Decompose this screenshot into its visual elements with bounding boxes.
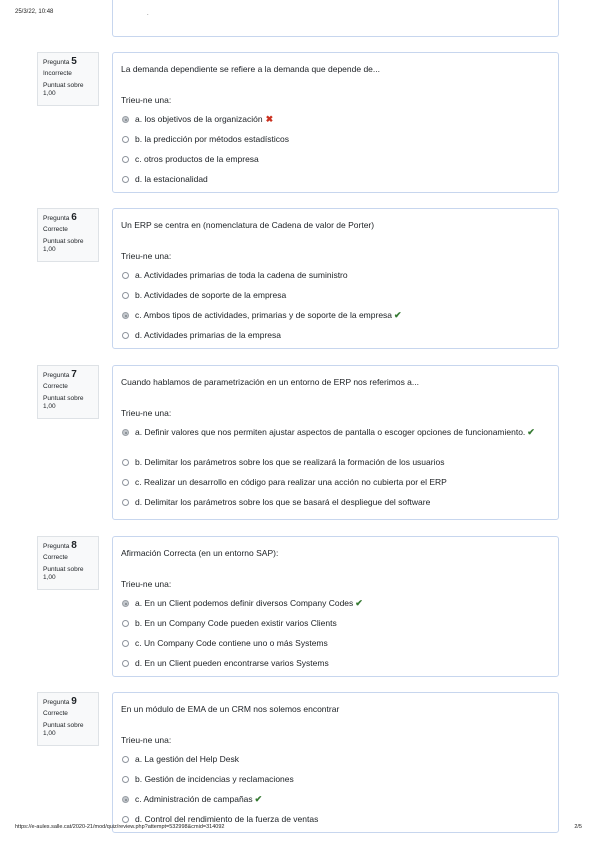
question-number: 9 — [71, 696, 77, 707]
answer-label: d. Delimitar los parámetros sobre los que se basará el despliegue del software — [135, 497, 431, 507]
question-6 — [37, 208, 559, 349]
answer-label-wrap — [135, 153, 540, 166]
answer-label: a. Actividades primarias de toda la cadena de suministro — [135, 270, 348, 280]
answer-label-wrap — [135, 496, 540, 509]
question-9 — [37, 692, 559, 833]
answer-radio[interactable] — [122, 332, 129, 339]
answer-label: c. Ambos tipos de actividades, primarias y de soporte de la empresa — [135, 310, 393, 320]
question-label: Pregunta — [43, 699, 70, 706]
answer-label-wrap — [135, 309, 540, 322]
question-info — [37, 536, 99, 590]
answer-label: d. la estacionalidad — [135, 174, 208, 184]
answer-label-wrap — [135, 329, 540, 342]
answer-radio[interactable] — [122, 156, 129, 163]
question-label: Pregunta — [43, 59, 70, 66]
answer-radio[interactable] — [122, 499, 129, 506]
answer-prompt: Trieu-ne una: — [121, 408, 172, 418]
answer-radio[interactable] — [122, 312, 129, 319]
answer-radio[interactable] — [122, 459, 129, 466]
question-text: Un ERP se centra en (nomenclatura de Cadena de valor de Porter) — [121, 220, 375, 230]
answer-label-wrap — [135, 476, 540, 489]
question-grade: Puntuat sobre 1,00 — [43, 82, 84, 97]
answer-label: c. Un Company Code contiene uno o más Systems — [135, 638, 328, 648]
question-text: Cuando hablamos de parametrización en un entorno de ERP nos referimos a... — [121, 377, 419, 387]
answer-label: d. Control del rendimiento de la fuerza de ventas — [135, 814, 319, 824]
question-content — [112, 365, 559, 520]
question-number: 7 — [71, 369, 77, 380]
print-page-number: 2/5 — [574, 824, 582, 830]
question-text: Afirmación Correcta (en un entorno SAP): — [121, 548, 279, 558]
answer-prompt: Trieu-ne una: — [121, 251, 172, 261]
answer-label-wrap — [135, 269, 540, 282]
answer-label-wrap — [135, 456, 540, 469]
check-icon: ✔ — [394, 310, 402, 320]
answer-label-wrap — [135, 289, 540, 302]
question-label: Pregunta — [43, 543, 70, 550]
answer-label: d. Actividades primarias de la empresa — [135, 330, 281, 340]
answer-label: a. los objetivos de la organización — [135, 114, 263, 124]
print-date: 25/3/22, 10:48 — [15, 9, 54, 15]
question-info — [37, 52, 99, 106]
answer-label-wrap — [135, 773, 540, 786]
question-text: La demanda dependiente se refiere a la demanda que depende de... — [121, 64, 380, 74]
answer-label: b. Delimitar los parámetros sobre los que se realizará la formación de los usuarios — [135, 457, 445, 467]
answer-radio[interactable] — [122, 776, 129, 783]
answer-radio[interactable] — [122, 600, 129, 607]
answer-label: b. Gestión de incidencias y reclamaciones — [135, 774, 294, 784]
question-state: Correcte — [43, 554, 68, 561]
answer-prompt: Trieu-ne una: — [121, 95, 172, 105]
answer-label: c. Administración de campañas — [135, 794, 253, 804]
check-icon: ✔ — [527, 427, 535, 437]
check-icon: ✔ — [355, 598, 363, 608]
question-number: 5 — [71, 56, 77, 67]
question-8 — [37, 536, 559, 677]
question-state: Incorrecte — [43, 70, 72, 77]
question-label: Pregunta — [43, 372, 70, 379]
question-grade: Puntuat sobre 1,00 — [43, 395, 84, 410]
answer-prompt: Trieu-ne una: — [121, 735, 172, 745]
answer-label-wrap — [135, 637, 540, 650]
question-number: 8 — [71, 540, 77, 551]
question-info — [37, 365, 99, 419]
answer-label-wrap — [135, 617, 540, 630]
check-icon: ✔ — [254, 794, 263, 804]
answer-radio[interactable] — [122, 272, 129, 279]
answer-label: b. Actividades de soporte de la empresa — [135, 290, 287, 300]
answer-radio[interactable] — [122, 620, 129, 627]
answer-label: c. Realizar un desarrollo en código para realizar una acción no cubierta por el ERP — [135, 477, 447, 487]
question-state: Correcte — [43, 383, 68, 390]
question-content — [112, 52, 559, 193]
question-grade: Puntuat sobre 1,00 — [43, 722, 84, 737]
answer-radio[interactable] — [122, 756, 129, 763]
question-content — [112, 536, 559, 677]
answer-label: c. otros productos de la empresa — [135, 154, 259, 164]
answer-label: a. La gestión del Help Desk — [135, 754, 239, 764]
question-text: En un módulo de EMA de un CRM nos solemos encontrar — [121, 704, 340, 714]
question-content — [112, 208, 559, 349]
answer-radio[interactable] — [122, 292, 129, 299]
print-url: https://e-aules.salle.cat/2020-21/mod/quiz/review.php?attempt=532998&cmid=314092 — [15, 824, 225, 830]
answer-label-wrap — [135, 793, 540, 806]
question-7 — [37, 365, 559, 520]
answer-radio[interactable] — [122, 816, 129, 823]
question-state: Correcte — [43, 710, 68, 717]
previous-question-text: . — [147, 11, 149, 17]
answer-label: a. En un Client podemos definir diversos Company Codes — [135, 598, 354, 608]
question-info — [37, 692, 99, 746]
answer-label-wrap — [135, 426, 540, 439]
answer-label-wrap — [135, 657, 540, 670]
print-footer — [0, 824, 600, 836]
answer-radio[interactable] — [122, 640, 129, 647]
answer-radio[interactable] — [122, 116, 129, 123]
answer-prompt: Trieu-ne una: — [121, 579, 172, 589]
answer-radio[interactable] — [122, 176, 129, 183]
answer-label: d. En un Client pueden encontrarse varios Systems — [135, 658, 329, 668]
answer-radio[interactable] — [122, 479, 129, 486]
previous-question-tail — [112, 0, 559, 37]
answer-label: b. En un Company Code pueden existir varios Clients — [135, 618, 337, 628]
question-state: Correcte — [43, 226, 68, 233]
question-grade: Puntuat sobre 1,00 — [43, 238, 84, 253]
question-5 — [37, 52, 559, 193]
cross-icon: ✖ — [265, 114, 274, 124]
answer-label: b. la predicción por métodos estadísticos — [135, 134, 290, 144]
answer-label-wrap — [135, 173, 540, 186]
answer-label-wrap — [135, 753, 540, 766]
answer-radio[interactable] — [122, 660, 129, 667]
answer-label-wrap — [135, 113, 540, 126]
question-content — [112, 692, 559, 833]
question-grade: Puntuat sobre 1,00 — [43, 566, 84, 581]
answer-label-wrap — [135, 597, 540, 610]
answer-radio[interactable] — [122, 796, 129, 803]
question-label: Pregunta — [43, 215, 70, 222]
answer-label-wrap — [135, 133, 540, 146]
question-info — [37, 208, 99, 262]
answer-label: a. Definir valores que nos permiten ajustar aspectos de pantalla o escoger opciones de funcionamiento. — [135, 427, 526, 437]
answer-radio[interactable] — [122, 136, 129, 143]
answer-radio[interactable] — [122, 429, 129, 436]
question-number: 6 — [71, 212, 77, 223]
